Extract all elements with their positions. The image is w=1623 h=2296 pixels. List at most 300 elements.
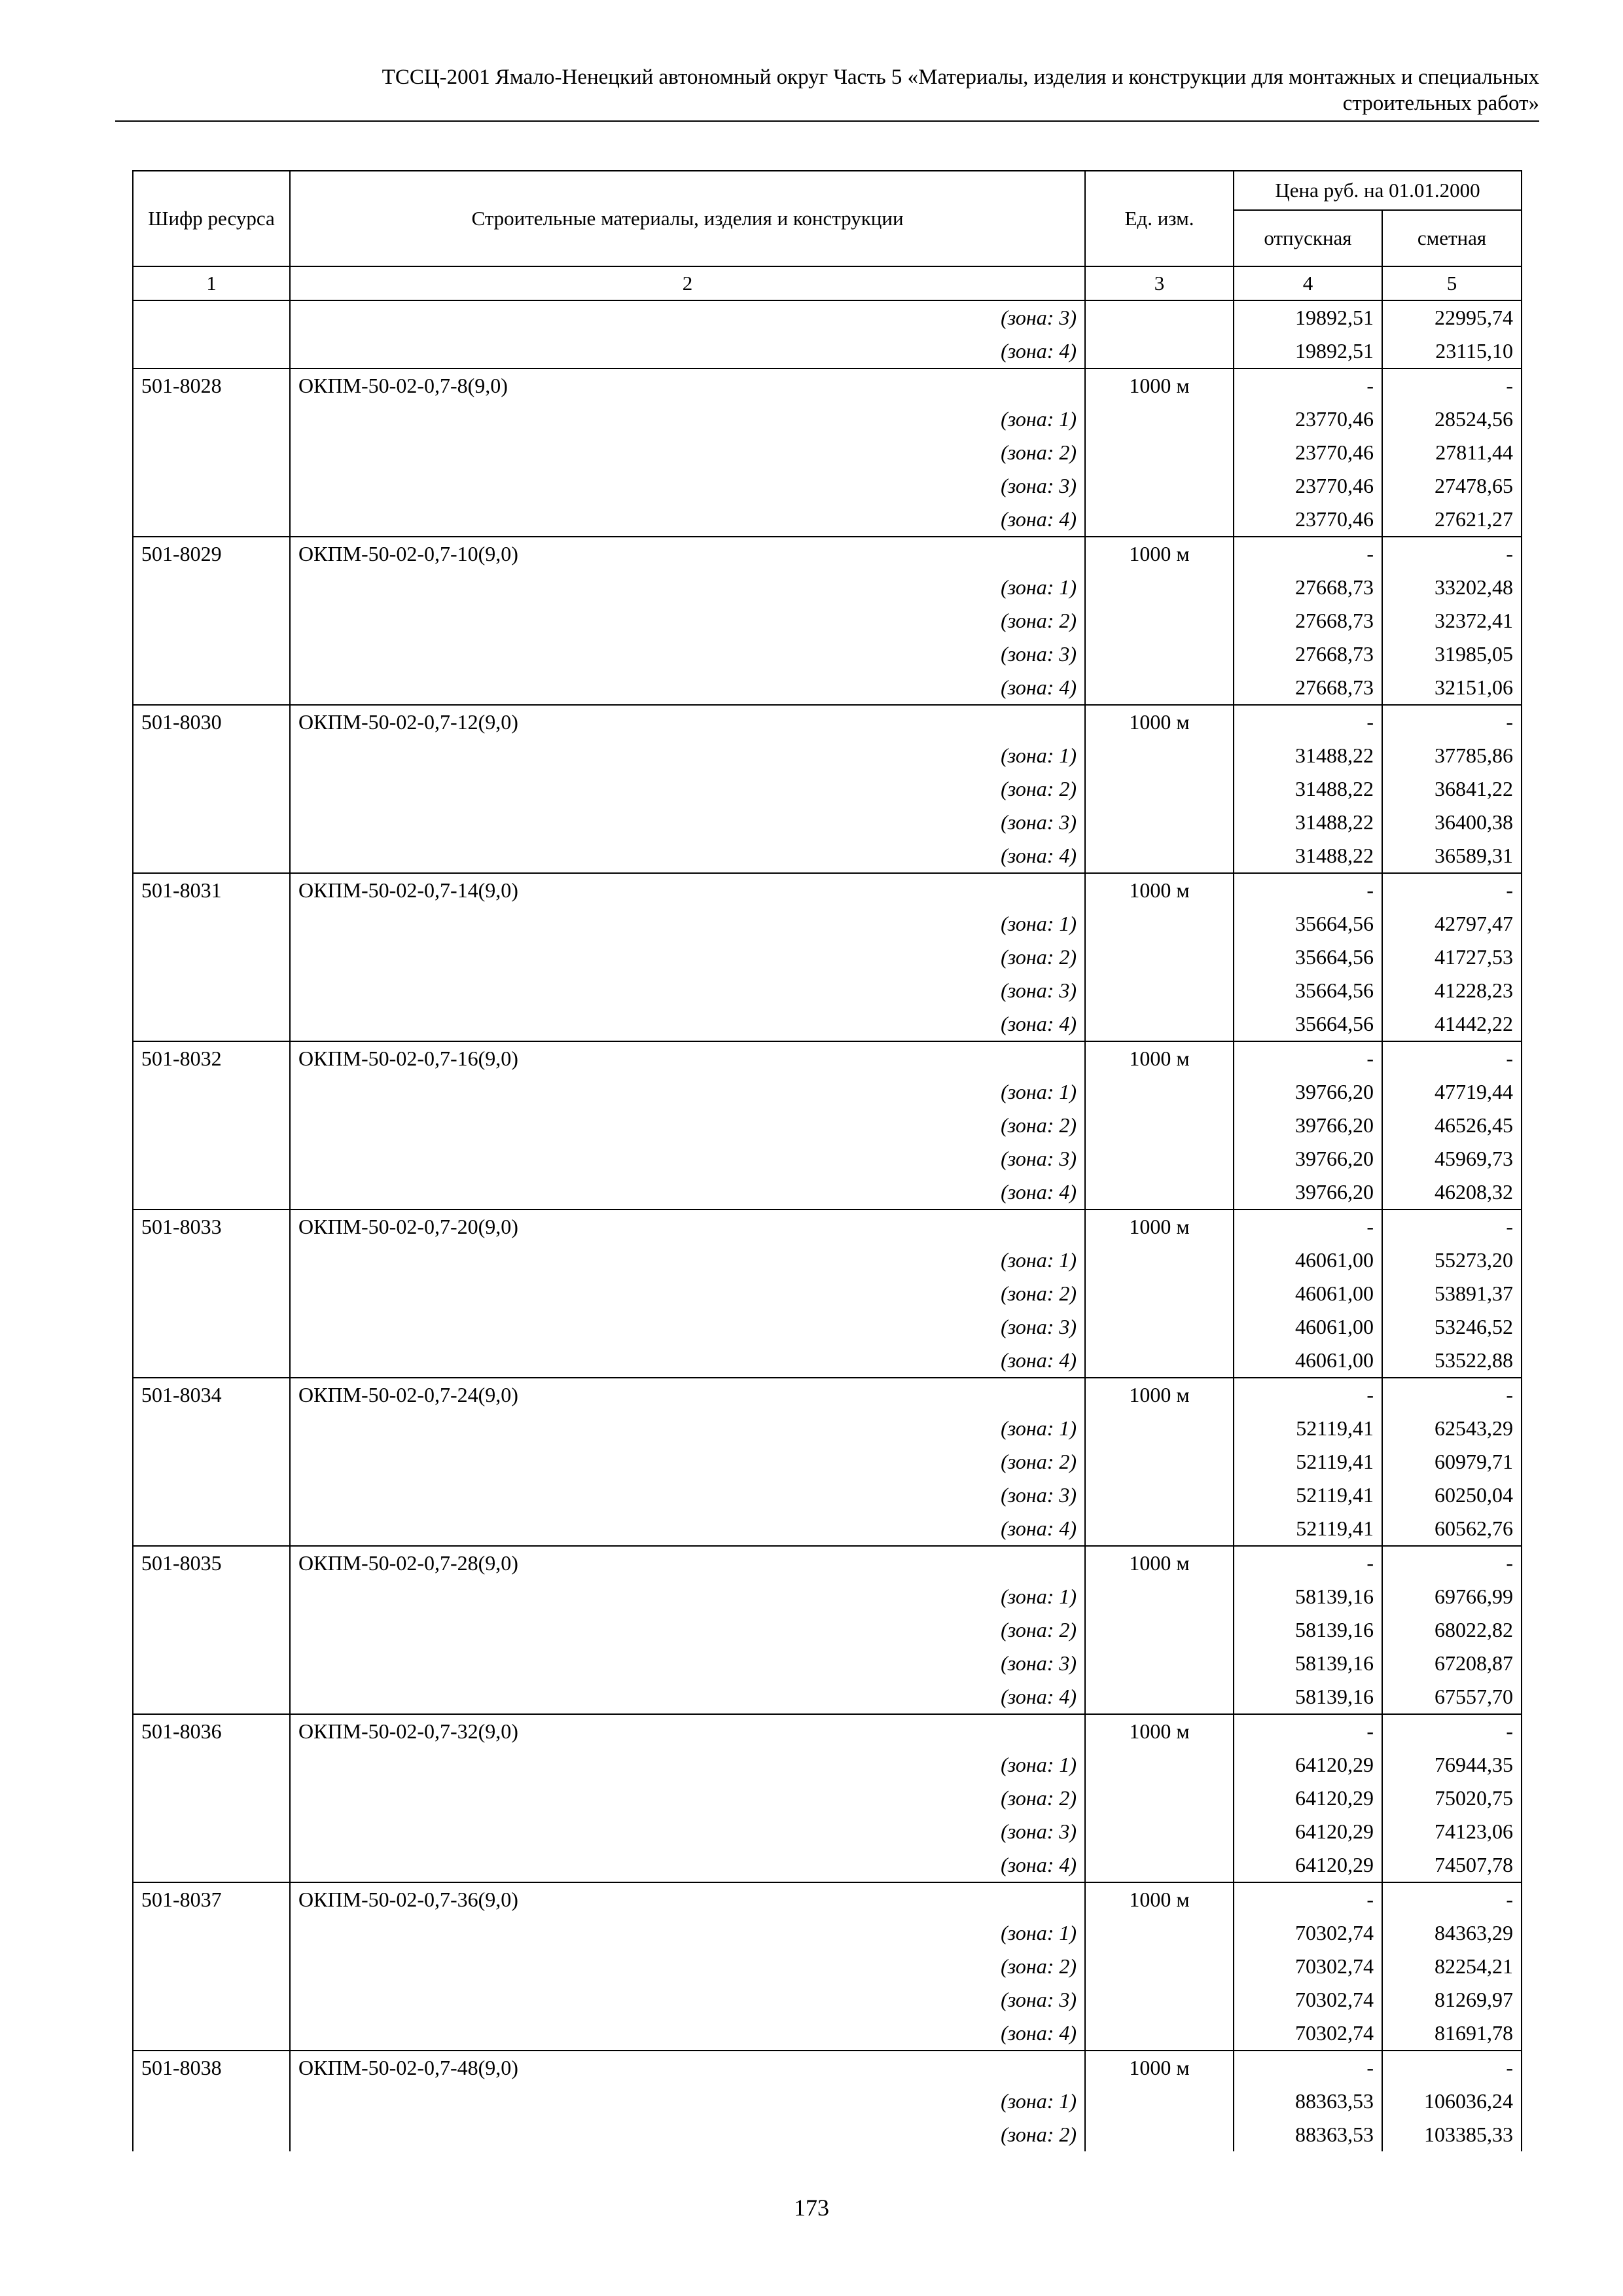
release-price: 88363,53 (1234, 2118, 1382, 2151)
estimate-price: 27478,65 (1382, 469, 1522, 503)
release-price: 35664,56 (1234, 941, 1382, 974)
unit-cell (1085, 671, 1234, 705)
resource-name: ОКПМ-50-02-0,7-24(9,0) (290, 1378, 1085, 1412)
unit-cell (1085, 739, 1234, 772)
resource-code-cell (133, 739, 290, 772)
resource-name: ОКПМ-50-02-0,7-10(9,0) (290, 537, 1085, 571)
estimate-price: 46526,45 (1382, 1109, 1522, 1142)
release-price: - (1234, 1041, 1382, 1075)
unit-cell (1085, 2118, 1234, 2151)
zone-label: (зона: 1) (290, 1748, 1085, 1782)
resource-code-cell (133, 503, 290, 537)
estimate-price: 67557,70 (1382, 1680, 1522, 1714)
release-price: 58139,16 (1234, 1647, 1382, 1680)
release-price: 31488,22 (1234, 772, 1382, 806)
resource-name: ОКПМ-50-02-0,7-8(9,0) (290, 368, 1085, 403)
estimate-price: 53891,37 (1382, 1277, 1522, 1310)
resource-code: 501-8036 (133, 1714, 290, 1748)
estimate-price: 36400,38 (1382, 806, 1522, 839)
unit-cell (1085, 469, 1234, 503)
resource-name: ОКПМ-50-02-0,7-16(9,0) (290, 1041, 1085, 1075)
resource-row (133, 1378, 1522, 1412)
unit-cell (1085, 1479, 1234, 1512)
zone-row (133, 2118, 1522, 2151)
unit-cell (1085, 974, 1234, 1007)
release-price: 46061,00 (1234, 1277, 1382, 1310)
release-price: 27668,73 (1234, 637, 1382, 671)
estimate-price: 74123,06 (1382, 1815, 1522, 1848)
zone-label: (зона: 4) (290, 503, 1085, 537)
resource-row (133, 1210, 1522, 1244)
resource-code-cell (133, 907, 290, 941)
estimate-price: 55273,20 (1382, 1244, 1522, 1277)
zone-label: (зона: 4) (290, 1175, 1085, 1210)
unit-cell (1085, 1613, 1234, 1647)
estimate-price: 53246,52 (1382, 1310, 1522, 1344)
col-number-1: 1 (133, 266, 290, 300)
estimate-price: 37785,86 (1382, 739, 1522, 772)
estimate-price: 82254,21 (1382, 1950, 1522, 1983)
zone-row (133, 1680, 1522, 1714)
zone-label: (зона: 2) (290, 1277, 1085, 1310)
zone-label: (зона: 3) (290, 1142, 1085, 1175)
estimate-price: 106036,24 (1382, 2085, 1522, 2118)
zone-label: (зона: 1) (290, 1580, 1085, 1613)
price-table-body (133, 300, 1522, 2151)
estimate-price: 32151,06 (1382, 671, 1522, 705)
resource-code-cell (133, 604, 290, 637)
zone-label: (зона: 4) (290, 1344, 1085, 1378)
release-price: 70302,74 (1234, 1950, 1382, 1983)
zone-row (133, 2085, 1522, 2118)
col-header-unit: Ед. изм. (1085, 171, 1234, 266)
resource-code: 501-8032 (133, 1041, 290, 1075)
release-price: 70302,74 (1234, 1916, 1382, 1950)
zone-label: (зона: 2) (290, 1109, 1085, 1142)
unit-cell (1085, 839, 1234, 873)
release-price: 88363,53 (1234, 2085, 1382, 2118)
zone-label: (зона: 1) (290, 571, 1085, 604)
header-rule (115, 120, 1539, 122)
resource-name: ОКПМ-50-02-0,7-12(9,0) (290, 705, 1085, 739)
resource-code-cell (133, 1412, 290, 1445)
release-price: - (1234, 2051, 1382, 2085)
zone-row (133, 1310, 1522, 1344)
resource-code-cell (133, 1848, 290, 1882)
resource-row (133, 873, 1522, 907)
page-number: 173 (794, 2195, 829, 2221)
release-price: 23770,46 (1234, 403, 1382, 436)
zone-row (133, 1479, 1522, 1512)
unit-cell (1085, 1445, 1234, 1479)
resource-code-cell (133, 469, 290, 503)
resource-code-cell (133, 1244, 290, 1277)
estimate-price: - (1382, 537, 1522, 571)
resource-code-cell (133, 334, 290, 368)
resource-code-cell (133, 1344, 290, 1378)
release-price: 52119,41 (1234, 1445, 1382, 1479)
estimate-price: 60250,04 (1382, 1479, 1522, 1512)
release-price: 35664,56 (1234, 974, 1382, 1007)
unit-of-measure: 1000 м (1085, 1210, 1234, 1244)
estimate-price: 36589,31 (1382, 839, 1522, 873)
zone-row (133, 1445, 1522, 1479)
estimate-price: 103385,33 (1382, 2118, 1522, 2151)
estimate-price: 75020,75 (1382, 1782, 1522, 1815)
estimate-price: 47719,44 (1382, 1075, 1522, 1109)
estimate-price: - (1382, 1882, 1522, 1916)
col-number-4: 4 (1234, 266, 1382, 300)
release-price: 27668,73 (1234, 571, 1382, 604)
resource-name: ОКПМ-50-02-0,7-28(9,0) (290, 1546, 1085, 1580)
zone-label: (зона: 4) (290, 2017, 1085, 2051)
unit-cell (1085, 806, 1234, 839)
unit-cell (1085, 1277, 1234, 1310)
estimate-price: 28524,56 (1382, 403, 1522, 436)
zone-row (133, 806, 1522, 839)
zone-label: (зона: 4) (290, 334, 1085, 368)
resource-code-cell (133, 300, 290, 334)
resource-code: 501-8034 (133, 1378, 290, 1412)
estimate-price: 67208,87 (1382, 1647, 1522, 1680)
estimate-price: 74507,78 (1382, 1848, 1522, 1882)
unit-cell (1085, 1647, 1234, 1680)
release-price: 27668,73 (1234, 604, 1382, 637)
release-price: 52119,41 (1234, 1412, 1382, 1445)
release-price: - (1234, 705, 1382, 739)
unit-cell (1085, 334, 1234, 368)
unit-cell (1085, 2017, 1234, 2051)
unit-cell (1085, 1680, 1234, 1714)
estimate-price: 33202,48 (1382, 571, 1522, 604)
zone-label: (зона: 2) (290, 604, 1085, 637)
zone-row (133, 1142, 1522, 1175)
release-price: 58139,16 (1234, 1613, 1382, 1647)
estimate-price: 41228,23 (1382, 974, 1522, 1007)
release-price: 52119,41 (1234, 1479, 1382, 1512)
release-price: - (1234, 1882, 1382, 1916)
resource-code: 501-8031 (133, 873, 290, 907)
zone-row (133, 772, 1522, 806)
unit-cell (1085, 2085, 1234, 2118)
zone-label: (зона: 1) (290, 1244, 1085, 1277)
zone-label: (зона: 2) (290, 1782, 1085, 1815)
estimate-price: - (1382, 1546, 1522, 1580)
resource-row (133, 1041, 1522, 1075)
resource-code-cell (133, 806, 290, 839)
zone-label: (зона: 4) (290, 1007, 1085, 1041)
unit-cell (1085, 503, 1234, 537)
resource-name: ОКПМ-50-02-0,7-32(9,0) (290, 1714, 1085, 1748)
resource-row (133, 1714, 1522, 1748)
zone-row (133, 974, 1522, 1007)
zone-row (133, 2017, 1522, 2051)
zone-label: (зона: 2) (290, 1950, 1085, 1983)
unit-cell (1085, 772, 1234, 806)
zone-row (133, 300, 1522, 334)
zone-row (133, 1647, 1522, 1680)
col-header-price: Цена руб. на 01.01.2000 (1234, 171, 1522, 210)
resource-code-cell (133, 1007, 290, 1041)
resource-row (133, 368, 1522, 403)
unit-cell (1085, 1109, 1234, 1142)
unit-of-measure: 1000 м (1085, 2051, 1234, 2085)
zone-label: (зона: 4) (290, 839, 1085, 873)
estimate-price: - (1382, 1714, 1522, 1748)
release-price: 27668,73 (1234, 671, 1382, 705)
unit-cell (1085, 637, 1234, 671)
release-price: 58139,16 (1234, 1680, 1382, 1714)
release-price: - (1234, 537, 1382, 571)
zone-row (133, 941, 1522, 974)
zone-label: (зона: 4) (290, 671, 1085, 705)
zone-row (133, 1007, 1522, 1041)
unit-cell (1085, 1412, 1234, 1445)
estimate-price: - (1382, 1210, 1522, 1244)
resource-name: ОКПМ-50-02-0,7-48(9,0) (290, 2051, 1085, 2085)
unit-of-measure: 1000 м (1085, 873, 1234, 907)
release-price: 64120,29 (1234, 1782, 1382, 1815)
zone-row (133, 1277, 1522, 1310)
resource-code-cell (133, 1175, 290, 1210)
zone-label: (зона: 1) (290, 907, 1085, 941)
estimate-price: 42797,47 (1382, 907, 1522, 941)
unit-cell (1085, 907, 1234, 941)
resource-code-cell (133, 403, 290, 436)
estimate-price: 60562,76 (1382, 1512, 1522, 1546)
zone-label: (зона: 1) (290, 1916, 1085, 1950)
resource-code-cell (133, 637, 290, 671)
zone-label: (зона: 1) (290, 739, 1085, 772)
zone-row (133, 1748, 1522, 1782)
zone-row (133, 469, 1522, 503)
zone-row (133, 1344, 1522, 1378)
resource-code-cell (133, 1950, 290, 1983)
resource-code-cell (133, 2118, 290, 2151)
unit-cell (1085, 1848, 1234, 1882)
resource-code: 501-8038 (133, 2051, 290, 2085)
resource-code: 501-8029 (133, 537, 290, 571)
zone-label: (зона: 2) (290, 772, 1085, 806)
unit-cell (1085, 1950, 1234, 1983)
resource-row (133, 1546, 1522, 1580)
resource-code-cell (133, 1580, 290, 1613)
resource-code-cell (133, 571, 290, 604)
zone-label: (зона: 3) (290, 469, 1085, 503)
resource-code-cell (133, 1916, 290, 1950)
zone-label: (зона: 2) (290, 2118, 1085, 2151)
zone-row (133, 604, 1522, 637)
resource-name: ОКПМ-50-02-0,7-14(9,0) (290, 873, 1085, 907)
release-price: 35664,56 (1234, 1007, 1382, 1041)
resource-code-cell (133, 1445, 290, 1479)
zone-row (133, 1580, 1522, 1613)
resource-code-cell (133, 1512, 290, 1546)
price-table (132, 170, 1522, 2151)
release-price: 31488,22 (1234, 839, 1382, 873)
unit-cell (1085, 1344, 1234, 1378)
release-price: - (1234, 873, 1382, 907)
release-price: 19892,51 (1234, 300, 1382, 334)
release-price: 46061,00 (1234, 1310, 1382, 1344)
zone-row (133, 671, 1522, 705)
release-price: 39766,20 (1234, 1175, 1382, 1210)
resource-code-cell (133, 1142, 290, 1175)
unit-cell (1085, 1007, 1234, 1041)
estimate-price: 46208,32 (1382, 1175, 1522, 1210)
resource-row (133, 537, 1522, 571)
release-price: 39766,20 (1234, 1075, 1382, 1109)
estimate-price: 53522,88 (1382, 1344, 1522, 1378)
unit-cell (1085, 436, 1234, 469)
release-price: 31488,22 (1234, 806, 1382, 839)
zone-row (133, 503, 1522, 537)
unit-cell (1085, 1244, 1234, 1277)
unit-of-measure: 1000 м (1085, 1041, 1234, 1075)
estimate-price: 84363,29 (1382, 1916, 1522, 1950)
release-price: 64120,29 (1234, 1748, 1382, 1782)
col-number-2: 2 (290, 266, 1085, 300)
zone-row (133, 571, 1522, 604)
zone-label: (зона: 4) (290, 1512, 1085, 1546)
estimate-price: 41727,53 (1382, 941, 1522, 974)
resource-code-cell (133, 436, 290, 469)
release-price: - (1234, 1714, 1382, 1748)
zone-row (133, 1848, 1522, 1882)
estimate-price: - (1382, 705, 1522, 739)
release-price: 58139,16 (1234, 1580, 1382, 1613)
zone-label: (зона: 3) (290, 637, 1085, 671)
estimate-price: 22995,74 (1382, 300, 1522, 334)
estimate-price: 62543,29 (1382, 1412, 1522, 1445)
unit-of-measure: 1000 м (1085, 1714, 1234, 1748)
zone-row (133, 1244, 1522, 1277)
resource-code-cell (133, 1782, 290, 1815)
zone-row (133, 839, 1522, 873)
zone-label: (зона: 3) (290, 300, 1085, 334)
release-price: - (1234, 1378, 1382, 1412)
col-header-estimate: сметная (1382, 210, 1522, 266)
running-header (115, 64, 1539, 117)
unit-cell (1085, 941, 1234, 974)
resource-code: 501-8028 (133, 368, 290, 403)
zone-label: (зона: 3) (290, 1479, 1085, 1512)
unit-cell (1085, 1175, 1234, 1210)
estimate-price: - (1382, 2051, 1522, 2085)
zone-label: (зона: 1) (290, 2085, 1085, 2118)
resource-code-cell (133, 1310, 290, 1344)
unit-cell (1085, 1815, 1234, 1848)
unit-of-measure: 1000 м (1085, 1882, 1234, 1916)
resource-code-cell (133, 1647, 290, 1680)
release-price: 64120,29 (1234, 1848, 1382, 1882)
estimate-price: 32372,41 (1382, 604, 1522, 637)
zone-label: (зона: 2) (290, 1613, 1085, 1647)
zone-row (133, 739, 1522, 772)
release-price: - (1234, 368, 1382, 403)
release-price: 31488,22 (1234, 739, 1382, 772)
estimate-price: 81691,78 (1382, 2017, 1522, 2051)
estimate-price: 81269,97 (1382, 1983, 1522, 2017)
estimate-price: - (1382, 1378, 1522, 1412)
zone-label: (зона: 3) (290, 806, 1085, 839)
zone-row (133, 1109, 1522, 1142)
estimate-price: - (1382, 368, 1522, 403)
zone-label: (зона: 1) (290, 1075, 1085, 1109)
zone-row (133, 1916, 1522, 1950)
resource-code-cell (133, 772, 290, 806)
release-price: - (1234, 1210, 1382, 1244)
zone-label: (зона: 2) (290, 1445, 1085, 1479)
estimate-price: 27621,27 (1382, 503, 1522, 537)
resource-code-cell (133, 1613, 290, 1647)
zone-row (133, 1075, 1522, 1109)
resource-code-cell (133, 2017, 290, 2051)
release-price: 39766,20 (1234, 1109, 1382, 1142)
unit-of-measure: 1000 м (1085, 705, 1234, 739)
unit-cell (1085, 1782, 1234, 1815)
zone-row (133, 907, 1522, 941)
release-price: 19892,51 (1234, 334, 1382, 368)
resource-row (133, 2051, 1522, 2085)
unit-cell (1085, 1983, 1234, 2017)
zone-row (133, 436, 1522, 469)
resource-code-cell (133, 1680, 290, 1714)
release-price: 64120,29 (1234, 1815, 1382, 1848)
col-header-name: Строительные материалы, изделия и конструкции (290, 171, 1085, 266)
release-price: - (1234, 1546, 1382, 1580)
unit-cell (1085, 1142, 1234, 1175)
estimate-price: - (1382, 873, 1522, 907)
resource-code-cell (133, 974, 290, 1007)
col-number-3: 3 (1085, 266, 1234, 300)
resource-code-cell (133, 2085, 290, 2118)
estimate-price: - (1382, 1041, 1522, 1075)
running-header-line-1: ТССЦ-2001 Ямало-Ненецкий автономный округ Часть 5 «Материалы, изделия и конструкции для монтажных и специальных (382, 65, 1539, 89)
zone-label: (зона: 3) (290, 1647, 1085, 1680)
unit-of-measure: 1000 м (1085, 1546, 1234, 1580)
price-table-head (133, 171, 1522, 300)
estimate-price: 36841,22 (1382, 772, 1522, 806)
zone-row (133, 334, 1522, 368)
unit-cell (1085, 1916, 1234, 1950)
zone-row (133, 637, 1522, 671)
zone-label: (зона: 4) (290, 1848, 1085, 1882)
zone-label: (зона: 3) (290, 974, 1085, 1007)
resource-code-cell (133, 671, 290, 705)
resource-code: 501-8030 (133, 705, 290, 739)
release-price: 23770,46 (1234, 469, 1382, 503)
unit-cell (1085, 1512, 1234, 1546)
estimate-price: 60979,71 (1382, 1445, 1522, 1479)
zone-row (133, 1412, 1522, 1445)
zone-label: (зона: 3) (290, 1310, 1085, 1344)
unit-cell (1085, 300, 1234, 334)
unit-of-measure: 1000 м (1085, 1378, 1234, 1412)
estimate-price: 69766,99 (1382, 1580, 1522, 1613)
zone-label: (зона: 3) (290, 1983, 1085, 2017)
col-number-5: 5 (1382, 266, 1522, 300)
resource-name: ОКПМ-50-02-0,7-36(9,0) (290, 1882, 1085, 1916)
zone-row (133, 1815, 1522, 1848)
resource-code-cell (133, 1109, 290, 1142)
resource-code-cell (133, 1748, 290, 1782)
zone-label: (зона: 1) (290, 403, 1085, 436)
unit-of-measure: 1000 м (1085, 368, 1234, 403)
release-price: 46061,00 (1234, 1344, 1382, 1378)
estimate-price: 31985,05 (1382, 637, 1522, 671)
resource-row (133, 1882, 1522, 1916)
